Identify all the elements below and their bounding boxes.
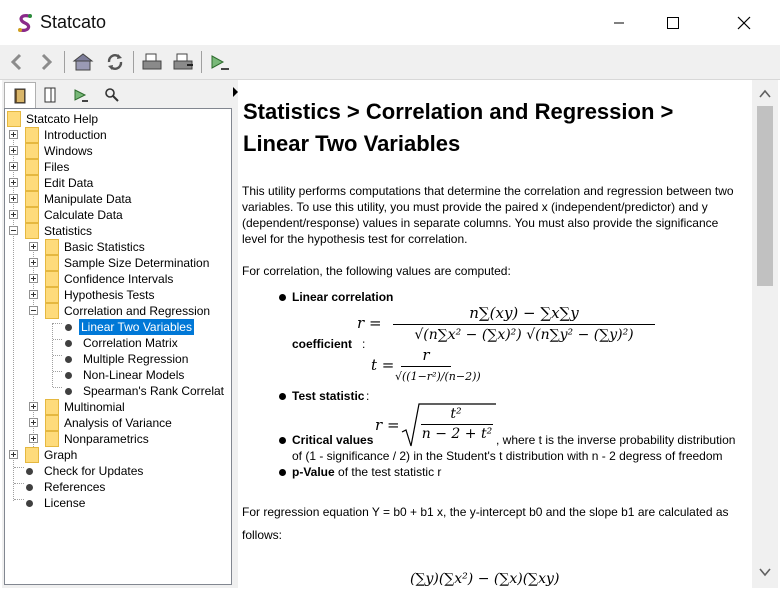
- expand-icon[interactable]: [9, 162, 18, 171]
- fraction-bar: [401, 366, 451, 367]
- toolbar-separator: [133, 51, 134, 73]
- tree-connector: [53, 371, 62, 373]
- colon: :: [366, 389, 370, 403]
- critical-values-text: , where t is the inverse probability distribution: [496, 433, 736, 447]
- statcato-logo-icon: [16, 13, 34, 33]
- partial-formula: (∑y)(∑x²) − (∑x)(∑xy): [410, 571, 560, 587]
- critical-formula-lhs: r =: [375, 416, 400, 434]
- contents-tab[interactable]: [4, 82, 36, 109]
- folder-icon: [25, 159, 39, 175]
- favorites-icon: [73, 87, 89, 103]
- toolbar-separator: [201, 51, 202, 73]
- sync-button[interactable]: [102, 49, 128, 75]
- topic-icon: [65, 340, 72, 347]
- home-icon: [72, 52, 94, 72]
- collapse-icon[interactable]: [9, 226, 18, 235]
- test-statistic-label: Test statistic: [292, 389, 365, 403]
- bullet-dot: [279, 393, 286, 400]
- critical-values-text-2: of (1 - significance / 2) in the Student's t distribution with n - 2 degress of freedom: [292, 449, 723, 463]
- regression-paragraph-2: follows:: [242, 528, 283, 542]
- intro-paragraph: This utility performs computations that determine the correlation and regression between two variables. To use this utility, you must provide the paired x (independent/predictor) and y (dependent/response) values in separate columns. You must also provide the significance level for the hypothesis test for correlation.: [242, 184, 734, 246]
- topic-icon: [65, 388, 72, 395]
- print-button[interactable]: [139, 49, 165, 75]
- folder-icon: [25, 127, 39, 143]
- t-formula-denominator: √((1−r²)/(n−2)): [395, 370, 481, 383]
- folder-icon: [45, 239, 59, 255]
- colon: :: [362, 337, 366, 351]
- topic-icon: [65, 324, 72, 331]
- expand-icon[interactable]: [9, 178, 18, 187]
- expand-icon[interactable]: [9, 146, 18, 155]
- topic-icon: [26, 500, 33, 507]
- correlation-intro: For correlation, the following values are computed:: [242, 264, 511, 278]
- hide-show-icon: [209, 52, 231, 72]
- critical-formula-denominator: n − 2 + t²: [421, 426, 493, 442]
- expand-icon[interactable]: [9, 450, 18, 459]
- maximize-icon: [666, 16, 680, 30]
- r-formula-lhs: r =: [357, 314, 382, 332]
- coefficient-label: coefficient: [292, 337, 353, 351]
- tree-connector: [14, 483, 24, 485]
- topic-icon: [65, 356, 72, 363]
- folder-open-icon: [25, 223, 39, 239]
- r-formula-numerator: n∑(xy) − ∑x∑y: [469, 304, 579, 322]
- search-tab[interactable]: [97, 82, 127, 108]
- expand-icon[interactable]: [29, 434, 38, 443]
- bullet-dot: [279, 469, 286, 476]
- book-icon: [13, 88, 27, 104]
- topic-icon: [26, 468, 33, 475]
- tree-connector: [14, 467, 24, 469]
- close-button[interactable]: [721, 0, 767, 45]
- index-tab[interactable]: [35, 82, 65, 108]
- folder-open-icon: [45, 303, 59, 319]
- expand-icon[interactable]: [29, 290, 38, 299]
- expand-icon[interactable]: [29, 242, 38, 251]
- t-formula-numerator: r: [422, 346, 430, 364]
- expand-icon[interactable]: [29, 274, 38, 283]
- search-icon: [104, 87, 120, 103]
- p-value-item: p-Value of the test statistic r: [292, 465, 442, 479]
- bullet-dot: [279, 437, 286, 444]
- tree-connector: [53, 387, 62, 389]
- favorites-tab[interactable]: [66, 82, 96, 108]
- scroll-up-icon[interactable]: [758, 88, 772, 100]
- sync-icon: [104, 51, 126, 73]
- vertical-scroll-thumb[interactable]: [757, 106, 773, 286]
- tree-connector: [14, 499, 24, 501]
- linear-correlation-label: Linear correlation: [292, 290, 394, 304]
- folder-icon: [25, 207, 39, 223]
- topic-icon: [26, 484, 33, 491]
- tree-connector: [53, 355, 62, 357]
- folder-icon: [25, 447, 39, 463]
- help-content: [238, 80, 752, 588]
- folder-icon: [45, 287, 59, 303]
- t-formula-lhs: t =: [371, 356, 395, 374]
- page-setup-button[interactable]: [170, 49, 196, 75]
- topic-icon: [65, 372, 72, 379]
- vertical-scrollbar[interactable]: [752, 80, 778, 588]
- scroll-down-icon[interactable]: [758, 566, 772, 578]
- minimize-button[interactable]: [596, 0, 642, 45]
- folder-icon: [45, 271, 59, 287]
- folder-icon: [45, 415, 59, 431]
- home-button[interactable]: [70, 49, 96, 75]
- folder-icon: [25, 191, 39, 207]
- title-bar: [0, 0, 780, 45]
- folder-icon: [7, 111, 21, 127]
- toolbar: [0, 45, 780, 80]
- expand-icon[interactable]: [29, 258, 38, 267]
- back-icon: [7, 52, 27, 72]
- tree-connector: [53, 323, 62, 325]
- forward-icon: [36, 52, 56, 72]
- critical-formula-numerator: t²: [450, 406, 462, 422]
- print-icon: [141, 52, 163, 72]
- index-icon: [43, 87, 57, 103]
- folder-icon: [45, 255, 59, 271]
- minimize-icon: [613, 17, 625, 29]
- window-title: Statcato: [40, 12, 107, 32]
- back-button[interactable]: [4, 49, 30, 75]
- expand-icon[interactable]: [9, 130, 18, 139]
- regression-paragraph: For regression equation Y = b0 + b1 x, the y-intercept b0 and the slope b1 are calculated as: [242, 505, 729, 519]
- toolbar-separator: [64, 51, 65, 73]
- folder-icon: [25, 143, 39, 159]
- tree-connector: [53, 339, 62, 341]
- maximize-button[interactable]: [650, 0, 696, 45]
- folder-icon: [25, 175, 39, 191]
- folder-icon: [45, 431, 59, 447]
- fraction-bar: [421, 424, 493, 425]
- contents-tree: Statcato Help Introduction Windows Files Edit Data Manipulate Data Calculate Data Statistics Basic Statistics Sample Size Determination Confidence Intervals Hypothesis Tests Correlation and Regression Linear Two Variables Correlation Matrix Multiple Regression Non-Linear Models Spearman's Rank Correlat Multinomial Analysis of Variance Nonparametrics Graph Check for Updates References License: [4, 108, 232, 585]
- expand-icon[interactable]: [29, 418, 38, 427]
- expand-icon[interactable]: [29, 402, 38, 411]
- collapse-icon[interactable]: [29, 306, 38, 315]
- hide-show-button[interactable]: [207, 49, 233, 75]
- bullet-dot: [279, 294, 286, 301]
- critical-values-label: Critical values: [292, 433, 374, 447]
- fraction-bar: [393, 324, 655, 325]
- forward-button[interactable]: [33, 49, 59, 75]
- expand-icon[interactable]: [9, 210, 18, 219]
- page-title: Statistics > Correlation and Regression > Linear Two Variables: [243, 99, 674, 156]
- expand-icon[interactable]: [9, 194, 18, 203]
- page-setup-icon: [172, 52, 194, 72]
- folder-icon: [45, 399, 59, 415]
- r-formula-denominator: √(n∑x² − (∑x)²) √(n∑y² − (∑y)²): [414, 327, 634, 343]
- close-icon: [737, 16, 751, 30]
- navigation-panel: [2, 80, 234, 588]
